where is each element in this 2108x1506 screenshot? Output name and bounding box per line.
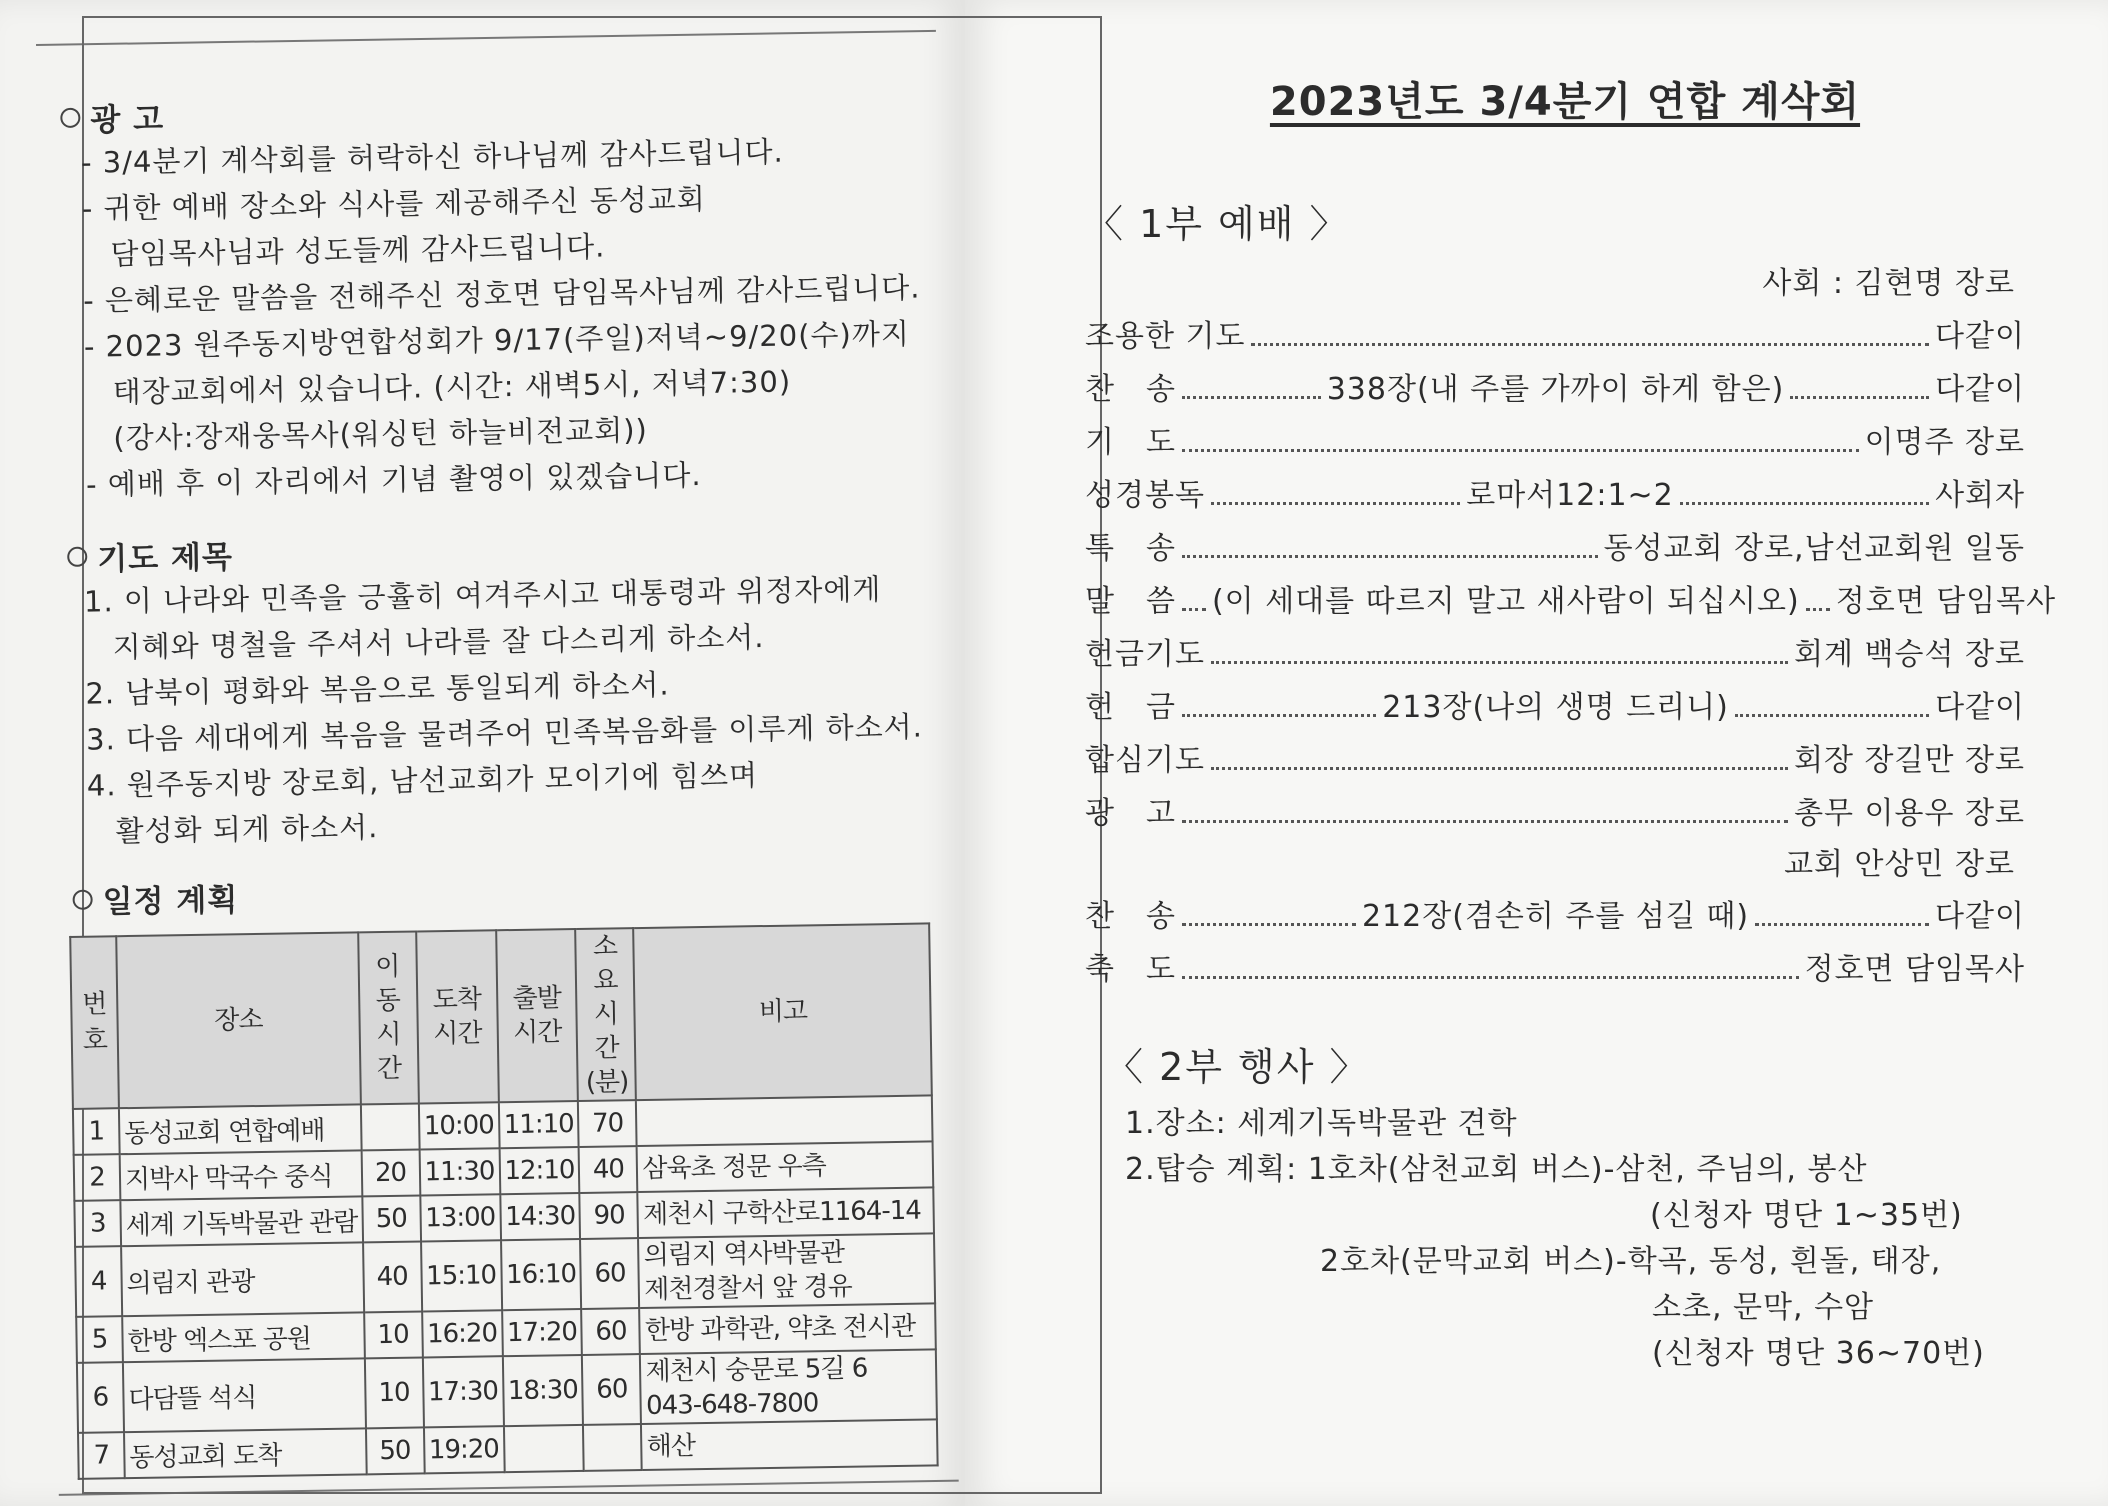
program-detail: (이 세대를 따르지 말고 새사람이 되십시오): [1211, 584, 1800, 619]
cell-duration: 40: [579, 1146, 638, 1193]
event-line: (신청자 명단 1~35번): [1650, 1198, 1963, 1233]
cell-place: 세계 기독박물관 관람: [120, 1196, 362, 1246]
header-note: 비고: [634, 923, 933, 1100]
dot-leader: [1182, 366, 1321, 399]
table-row: [75, 1233, 935, 1316]
dot-leader: [1182, 525, 1598, 558]
program-who: 정호면 담임목사: [1804, 952, 2025, 987]
cell-move: 10: [364, 1311, 423, 1358]
program-who: 다같이: [1935, 372, 2026, 407]
cell-arrive: 15:10: [421, 1240, 502, 1311]
prayer-line: 활성화 되게 하소서.: [115, 810, 379, 849]
event-line: 2호차(문막교회 버스)-학곡, 동성, 흰돌, 태장,: [1320, 1244, 1942, 1279]
program-row: [1085, 787, 2025, 840]
cell-arrive: 16:20: [422, 1310, 503, 1357]
event-line: 소초, 문막, 수암: [1652, 1290, 1875, 1325]
program-who: 회계 백승석 장로: [1794, 637, 2025, 672]
cell-move: 40: [363, 1241, 422, 1312]
program-row: [1085, 310, 2025, 363]
program-detail: 212장(겸손히 주를 섬길 때): [1361, 899, 1750, 934]
prayer-line: 3. 다음 세대에게 복음을 물려주어 민족복음화를 이루게 하소서.: [85, 709, 924, 757]
header-duration: 소요 시간(분): [576, 928, 637, 1101]
program-who: 이명주 장로: [1864, 425, 2025, 460]
part2-title: 〈 2부 행사 〉: [1105, 1045, 1370, 1089]
circle-bullet-icon: [67, 546, 87, 566]
header-num: 번호: [70, 936, 119, 1109]
program-list: [1085, 310, 2057, 996]
cell-depart: 16:10: [501, 1239, 582, 1310]
cell-arrive: 11:30: [419, 1148, 500, 1195]
cell-note: 해산: [641, 1419, 938, 1470]
program-label: 광 고: [1085, 796, 1176, 831]
left-page-content: [60, 81, 962, 1480]
schedule-heading: [72, 863, 953, 922]
schedule-table: [69, 922, 939, 1479]
cell-depart: 14:30: [500, 1193, 581, 1240]
schedule-header-row: [70, 923, 932, 1108]
program-row: [1085, 890, 2025, 943]
program-label: 찬 송: [1085, 899, 1176, 934]
prayer-title: 기도 제목: [97, 539, 234, 578]
program-who: 사회자: [1935, 478, 2026, 513]
cell-move: 20: [361, 1149, 420, 1196]
right-page-content: [1085, 70, 2057, 1377]
program-detail: 213장(나의 생명 드리니): [1382, 690, 1729, 725]
prayer-section: [67, 520, 952, 855]
cell-duration: 60: [582, 1308, 641, 1355]
cell-num: 3: [74, 1200, 121, 1247]
dot-leader: [1806, 578, 1830, 611]
header-arrive: 도착 시간: [416, 930, 499, 1103]
program-detail: 로마서12:1~2: [1466, 478, 1674, 513]
program-who: 다같이: [1935, 690, 2026, 725]
program-label: 기 도: [1085, 425, 1176, 460]
announcement-line: - 2023 원주동지방연합성회가 9/17(주일)저녁~9/20(수)까지: [83, 316, 911, 364]
cell-move: 10: [364, 1357, 423, 1428]
cell-depart: 17:20: [502, 1309, 583, 1356]
cell-note: 한방 과학관, 약초 전시관: [640, 1303, 937, 1354]
cell-depart: 11:10: [498, 1101, 579, 1148]
dot-leader: [1182, 946, 1799, 979]
program-who: 다같이: [1935, 899, 2025, 934]
announcement-line: - 3/4분기 계삭회를 허락하신 하나님께 감사드립니다.: [80, 134, 784, 180]
cell-note: 제천시 구학산로1164-14: [638, 1187, 935, 1238]
program-who: 다같이: [1935, 319, 2025, 354]
cell-duration: 60: [582, 1354, 641, 1425]
announcement-line: (강사:장재웅목사(워싱턴 하늘비전교회)): [113, 412, 649, 456]
header-move: 이동 시간: [358, 932, 419, 1105]
announcement-line: 태장교회에서 있습니다. (시간: 새벽5시, 저녁7:30): [112, 364, 792, 410]
cell-arrive: 10:00: [418, 1102, 499, 1149]
part1-section: [1085, 193, 2057, 996]
dot-leader: [1182, 684, 1376, 717]
cell-move: [360, 1103, 419, 1150]
dot-leader: [1755, 893, 1929, 926]
prayer-line: 1. 이 나라와 민족을 긍휼히 여겨주시고 대통령과 위정자에게: [83, 572, 882, 619]
part2-section: [1085, 1036, 2025, 1377]
program-row: [1085, 363, 2025, 416]
schedule-title: 일정 계획: [102, 882, 239, 921]
program-row: [1085, 575, 2057, 628]
program-who: 회장 장길만 장로: [1794, 743, 2025, 778]
event-line: (신청자 명단 36~70번): [1652, 1336, 1985, 1371]
announcement-line: - 예배 후 이 자리에서 기념 촬영이 있겠습니다.: [85, 457, 702, 502]
cell-depart: [503, 1425, 584, 1472]
program-who: 총무 이용우 장로: [1794, 796, 2025, 831]
program-row: [1085, 734, 2025, 787]
cell-place: 동성교회 연합예배: [119, 1104, 361, 1154]
program-extra: 교회 안상민 장로: [1784, 847, 2015, 882]
announcements-section: [60, 81, 946, 508]
table-row: [77, 1349, 937, 1432]
cell-depart: 18:30: [502, 1355, 583, 1426]
prayer-line: 4. 원주동지방 장로회, 남선교회가 모이기에 힘쓰며: [86, 758, 759, 803]
program-label: 성경봉독: [1085, 478, 1205, 513]
cell-place: 한방 엑스포 공원: [122, 1312, 364, 1362]
dot-leader: [1680, 472, 1929, 505]
cell-num: 4: [75, 1246, 122, 1317]
cell-num: 1: [73, 1108, 120, 1155]
cell-note: 의림지 역사박물관 제천경찰서 앞 경유: [638, 1233, 935, 1308]
cell-place: 다담뜰 석식: [123, 1358, 366, 1432]
cell-move: 50: [362, 1195, 421, 1242]
announcements-title: 광 고: [90, 101, 165, 139]
cell-note: 제천시 숭문로 5길 6 043-648-7800: [640, 1349, 937, 1424]
cell-duration: 60: [580, 1238, 639, 1309]
event-line: 1.장소: 세계기독박물관 견학: [1125, 1106, 1518, 1141]
program-label: 말 씀: [1085, 584, 1176, 619]
dot-leader: [1251, 313, 1929, 346]
cell-arrive: 13:00: [420, 1194, 501, 1241]
header-depart: 출발 시간: [496, 929, 579, 1102]
schedule-section: [72, 863, 961, 1480]
circle-bullet-icon: [72, 889, 92, 909]
program-row: [1085, 628, 2025, 681]
cell-note: 삼육초 정문 우측: [637, 1141, 934, 1192]
announcement-line: - 은혜로운 말씀을 전해주신 정호면 담임목사님께 감사드립니다.: [82, 270, 921, 318]
program-row: [1085, 943, 2025, 996]
page-title: 2023년도 3/4분기 연합 계삭회: [1269, 79, 1861, 125]
program-label: 축 도: [1085, 952, 1176, 987]
dot-leader: [1211, 631, 1788, 664]
presider: 사회 : 김현명 장로: [1762, 266, 2015, 301]
program-row: [1085, 522, 2025, 575]
program-label: 조용한 기도: [1085, 319, 1246, 354]
cell-arrive: 17:30: [422, 1356, 503, 1427]
cell-depart: 12:10: [499, 1147, 580, 1194]
circle-bullet-icon: [60, 107, 80, 127]
cell-num: 7: [78, 1432, 125, 1479]
cell-num: 5: [76, 1316, 123, 1363]
program-detail: 338장(내 주를 가까이 하게 함은): [1326, 372, 1785, 407]
header-place: 장소: [116, 932, 360, 1108]
program-row: [1085, 681, 2025, 734]
dot-leader: [1182, 893, 1356, 926]
cell-num: 2: [74, 1154, 121, 1201]
program-label: 합심기도: [1085, 743, 1205, 778]
dot-leader: [1182, 419, 1859, 452]
prayer-line: 지혜와 명철을 주셔서 나라를 잘 다스리게 하소서.: [112, 620, 765, 665]
cell-place: 지박사 막국수 중식: [120, 1150, 362, 1200]
program-label: 헌 금: [1085, 690, 1176, 725]
cell-note: [636, 1095, 933, 1146]
program-label: 특 송: [1085, 531, 1176, 566]
dot-leader: [1182, 790, 1788, 823]
program-label: 찬 송: [1085, 372, 1176, 407]
prayer-line: 2. 남북이 평화와 복음으로 통일되게 하소서.: [85, 667, 670, 711]
part1-title: 〈 1부 예배 〉: [1085, 202, 1350, 246]
program-row: [1085, 469, 2025, 522]
cell-duration: [583, 1424, 642, 1471]
dot-leader: [1211, 737, 1788, 770]
dot-leader: [1182, 578, 1206, 611]
dot-leader: [1735, 684, 1929, 717]
program-who: 정호면 담임목사: [1835, 584, 2057, 619]
cell-num: 6: [77, 1362, 124, 1433]
dot-leader: [1211, 472, 1460, 505]
program-label: 헌금기도: [1085, 637, 1205, 672]
cell-arrive: 19:20: [424, 1426, 505, 1473]
dot-leader: [1790, 366, 1929, 399]
announcement-line: 담임목사님과 성도들께 감사드립니다.: [110, 229, 606, 272]
event-line: 2.탑승 계획: 1호차(삼천교회 버스)-삼천, 주님의, 봉산: [1125, 1152, 1868, 1187]
announcement-line: - 귀한 예배 장소와 식사를 제공해주신 동성교회: [81, 181, 707, 226]
program-who: 동성교회 장로,남선교회원 일동: [1603, 531, 2025, 566]
cell-duration: 70: [578, 1100, 637, 1147]
cell-move: 50: [366, 1427, 425, 1474]
cell-duration: 90: [580, 1192, 639, 1239]
program-row: [1085, 416, 2025, 469]
cell-place: 의림지 관광: [121, 1242, 364, 1316]
cell-place: 동성교회 도착: [124, 1428, 366, 1478]
